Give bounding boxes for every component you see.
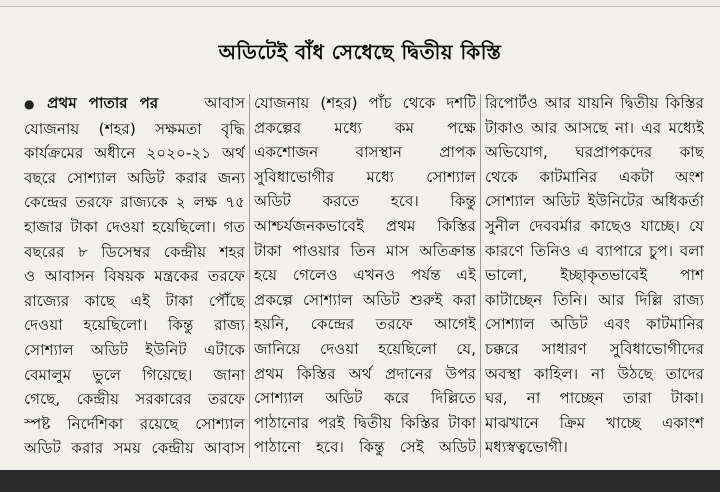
article-line: প্রথম কিস্তির অর্থ প্রদানের উপর <box>254 364 476 383</box>
article-line: পাঠানোর পরই দ্বিতীয় কিস্তির টাকা <box>254 413 476 432</box>
article-line: হয়নি, কেন্দ্রের তরফে আগেই <box>254 315 476 334</box>
article-line: সুনীল দেববর্মার কাছেও যাচ্ছে। যে <box>485 216 704 235</box>
article-line: সোশ্যাল অডিট ইউনিট এটাকে <box>24 340 245 359</box>
article-line: যোজনায় (শহর) পাঁচ থেকে দশটি <box>254 94 476 112</box>
article-line: বছরে সোশ্যাল অডিট করার জন্য <box>24 168 245 187</box>
continuation-label: প্রথম পাতার পর <box>47 94 159 112</box>
column-first-line <box>24 91 245 117</box>
column-lines <box>254 91 476 460</box>
article-line: অডিট করতে হবে। কিন্তু <box>254 192 476 211</box>
article-line: সোশ্যাল অডিট করে দিল্লিতে <box>254 389 476 408</box>
article-line: হাজার টাকা দেওয়া হয়েছিলো। গত <box>24 217 245 236</box>
article-line: অডিট করার সময় কেন্দ্রীয় আবাস <box>24 439 245 458</box>
article-line: হয়ে গেলেও এখনও পর্যন্ত এই <box>254 266 476 285</box>
article-line: কেন্দ্রের তরফে রাজ্যকে ২ লক্ষ ৭৫ <box>24 193 245 212</box>
article-line: সোশ্যাল অডিট ইউনিটের অধিকর্তা <box>485 192 704 211</box>
article-line: একশোজন বাসস্থান প্রাপক <box>254 143 476 162</box>
article-line: চক্করে সাধারণ সুবিধাভোগীদের <box>485 339 704 358</box>
article-line: অবস্থা কাহিল। না উঠছে তাদের <box>485 364 704 383</box>
article-line: টাকাও আর আসছে না। এর মধ্যেই <box>485 118 704 137</box>
article-line: প্রকল্পের মধ্যে কম পক্ষে <box>254 118 476 137</box>
headline: অডিটেই বাঁধ সেধেছে দ্বিতীয় কিস্তি <box>218 40 502 64</box>
article-line: মাঝখানে ক্রিম খাচ্ছে একাংশ <box>485 413 704 432</box>
column-lines <box>24 117 245 461</box>
article-line: রিপোর্টও আর যায়নি দ্বিতীয় কিস্তির <box>485 94 704 112</box>
article-line: বছরের ৮ ডিসেম্বর কেন্দ্রীয় শহর <box>24 242 245 261</box>
article-line: টাকা পাওয়ার তিন মাস অতিক্রান্ত <box>254 241 476 260</box>
article-line: কাটাচ্ছেন তিনি। আর দিল্লি রাজ্য <box>485 290 704 309</box>
article-line: দেওয়া হয়েছিলো। কিন্তু রাজ্য <box>24 316 245 335</box>
first-line-text: আবাস <box>204 94 245 112</box>
article-line: থেকে কাটমানির একটা অংশ <box>485 167 704 186</box>
article-line: প্রকল্পে সোশ্যাল অডিট শুরুই করা <box>254 290 476 309</box>
bottom-band <box>0 470 720 492</box>
article-line: গেছে, কেন্দ্রীয় সরকারের তরফে <box>24 390 245 409</box>
article-line: আশ্চর্যজনকভাবেই প্রথম কিস্তির <box>254 216 476 235</box>
column-divider <box>480 94 481 458</box>
article-line: যোজনায় (শহর) সক্ষমতা বৃদ্ধি <box>24 119 245 138</box>
article-line: ও আবাসন বিষয়ক মন্ত্রকের তরফে <box>24 267 245 286</box>
article-line: বেমালুম ভুলে গিয়েছে। জানা <box>24 365 245 384</box>
bullet-icon: ● <box>24 97 42 111</box>
article-column-2 <box>254 91 476 463</box>
column-divider <box>249 94 250 458</box>
article-line: অভিযোগ, ঘরপ্রাপকদের কাছ <box>485 143 704 162</box>
article-line: ঘর, না পাচ্ছেন তারা টাকা। <box>485 389 704 408</box>
article-line: মধ্যস্বত্বভোগী। <box>485 438 568 457</box>
article-line: স্পষ্ট নির্দেশিকা রয়েছে সোশ্যাল <box>24 414 245 433</box>
column-lines <box>485 91 704 460</box>
article-line: কার্যক্রমের অধীনে ২০২০-২১ অর্থ <box>24 144 245 163</box>
article-line: রাজ্যের কাছে এই টাকা পৌঁছে <box>24 291 245 310</box>
article-line: ভালো, ইচ্ছাকৃতভাবেই পাশ <box>485 266 704 285</box>
top-rule <box>0 0 720 7</box>
article-column-1 <box>24 91 245 463</box>
article-line: জানিয়ে দেওয়া হয়েছিলো যে, <box>254 339 476 358</box>
article-line: কারণে তিনিও এ ব্যাপারে চুপ। বলা <box>485 241 704 260</box>
article-line: পাঠানো হবে। কিন্তু সেই অডিট <box>254 438 476 457</box>
article-column-3 <box>485 91 704 463</box>
article-line: সুবিধাভোগীর মধ্যে সোশ্যাল <box>254 167 476 186</box>
article-line: সোশ্যাল অডিট এবং কাটমানির <box>485 315 704 334</box>
